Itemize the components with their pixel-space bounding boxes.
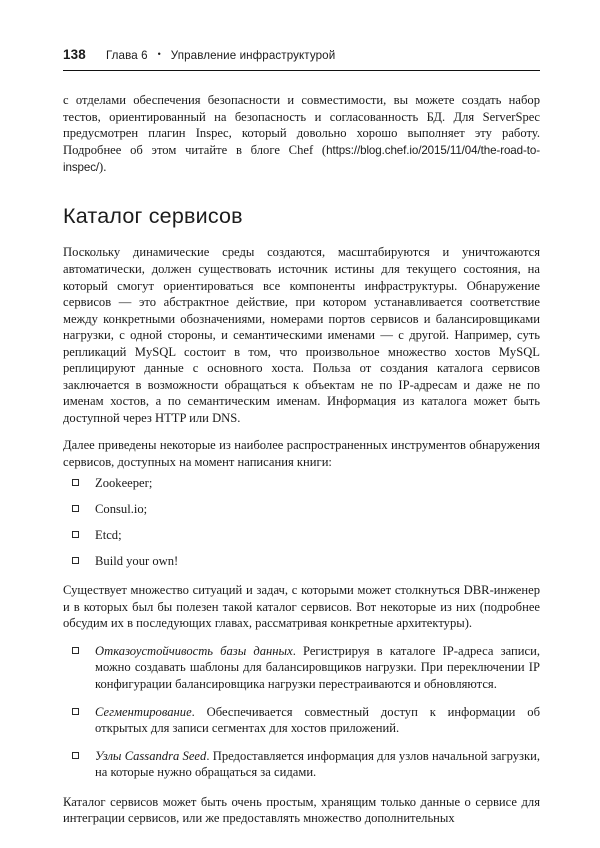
paragraph-use-cases-intro: Существует множество ситуаций и задач, с которыми может столкнуться DBR-инженер и в которых был бы полезен такой каталог сервисов. Вот некоторые из них (подробнее обсудим их в последующих главах, рассматривая конкретные архитектуры).	[63, 583, 540, 631]
square-bullet-icon	[72, 708, 79, 715]
list-item	[72, 748, 540, 781]
square-bullet-icon	[72, 647, 79, 654]
inspec-blog-url[interactable]: https://blog.chef.io/2015/11/04/the-road-to-inspec/	[63, 143, 540, 175]
text-column	[63, 92, 540, 838]
definition-entry	[95, 748, 540, 781]
definition-entry	[95, 643, 540, 693]
section-heading: Каталог сервисов	[63, 203, 243, 228]
header-separator-bullet-icon: •	[157, 49, 161, 59]
chapter-title: Управление инфраструктурой	[170, 49, 336, 62]
paragraph-service-catalog-overview: Поскольку динамические среды создаются, масштабируются и уничтожаются автоматически, должен существовать источник истины для текущего состояния, на который смогут ориентироваться все компоненты инфраструктуры. Обнаружение сервисов — это абстрактное действие, при котором устанавливается соответствие между конкретными обозначениями, номерами портов сервисов и балансировщиками нагрузки, с одной стороны, и семантическими именами — с другой. Например, суть репликаций MySQL состоит в том, что произвольное множество хостов MySQL реплицируют данные с основного хоста. Польза от создания каталога сервисов заключается в возможности обращаться к объектам не по IP-адресам и даже не по именам хостов, а по семантическим именам. Информация из каталога может быть доступной через HTTP или DNS.	[63, 245, 540, 425]
header-rule-divider	[63, 70, 540, 71]
definition-description: . Регистрируя в каталоге IP-адреса записи, можно создавать шаблоны для балансировщиков нагрузки. При переключении IP конфигурации балансировщика нагрузки перестраиваются и обновляются.	[95, 643, 541, 691]
list-item-label: Consul.io;	[95, 501, 148, 516]
list-item	[72, 475, 540, 492]
chapter-number: Глава 6	[105, 49, 148, 62]
intro-text-part-2: ).	[99, 160, 107, 175]
intro-paragraph	[63, 92, 540, 177]
definitions-list	[63, 643, 540, 781]
definition-description: . Предоставляется информация для узлов начальной загрузки, на которые нужно обращаться за сидами.	[95, 748, 540, 780]
list-item	[72, 643, 540, 693]
list-item-label: Etcd;	[95, 527, 122, 542]
list-item-label: Build your own!	[95, 553, 179, 568]
list-item	[72, 527, 540, 544]
paragraph-closing: Каталог сервисов может быть очень простым, хранящим только данные о сервисе для интеграции сервисов, или же предоставлять множество дополнительных	[63, 794, 540, 826]
definition-term: Отказоустойчивость базы данных	[95, 643, 293, 658]
list-item	[72, 704, 540, 737]
list-item	[72, 553, 540, 570]
square-bullet-icon	[72, 505, 79, 512]
intro-text-part-1: с отделами обеспечения безопасности и совместимости, вы можете создать набор тестов, ориентированный на безопасность и согласованность БД. Для ServerSpec предусмотрен плагин Inspec, который довольно хорошо выполняет эту работу. Подробнее об этом читайте в блоге Chef (	[63, 93, 540, 157]
definition-description: . Обеспечивается совместный доступ к информации об открытых для записи сегментах для хостов приложений.	[95, 704, 540, 736]
list-item	[72, 501, 540, 518]
definition-entry	[95, 704, 540, 737]
square-bullet-icon	[72, 752, 79, 759]
running-head	[63, 47, 540, 62]
paragraph-tools-intro: Далее приведены некоторые из наиболее распространенных инструментов обнаружения сервисов, доступных на момент написания книги:	[63, 438, 540, 470]
square-bullet-icon	[72, 557, 79, 564]
list-item-label: Zookeeper;	[95, 475, 153, 490]
definition-term: Сегментирование	[95, 704, 192, 719]
square-bullet-icon	[72, 479, 79, 486]
square-bullet-icon	[72, 531, 79, 538]
tools-list	[63, 475, 540, 570]
definition-term: Узлы Cassandra Seed	[95, 748, 207, 763]
page-number: 138	[63, 47, 86, 62]
